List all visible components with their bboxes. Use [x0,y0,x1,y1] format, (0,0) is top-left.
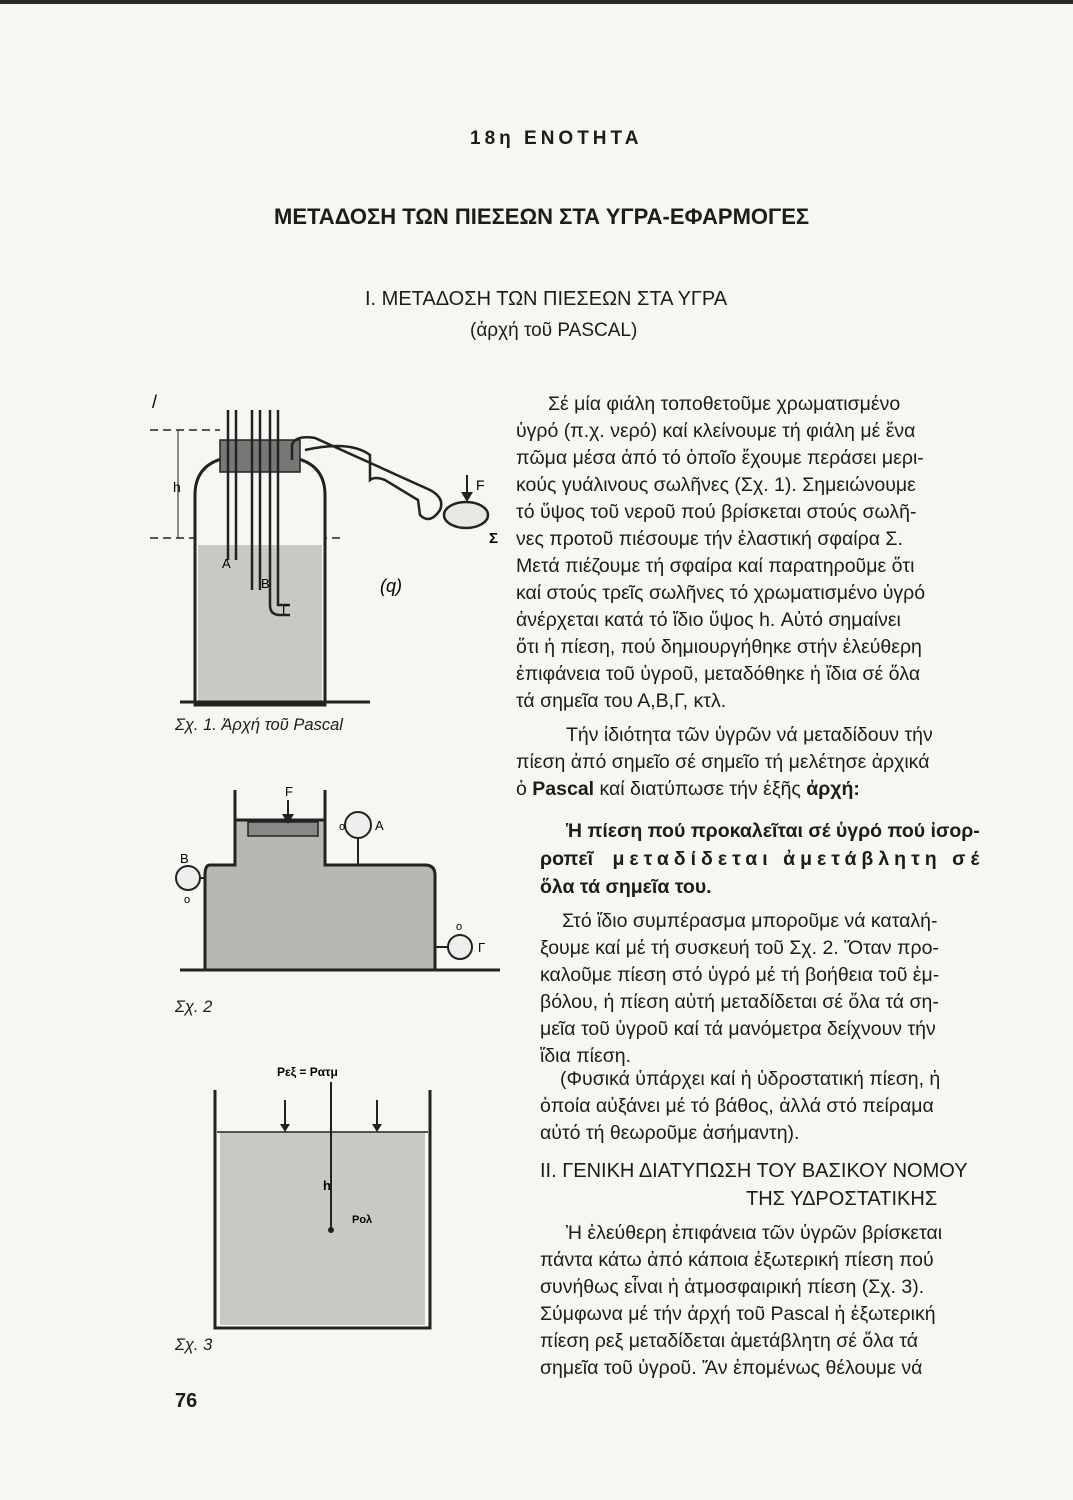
text-line: ἴδια πίεση. [540,1045,631,1067]
section-1-subtitle: (ἀρχή τοῦ PASCAL) [470,320,638,341]
rubber-bulb [444,502,488,528]
label-h: h [173,479,181,495]
text-line: τό ὕψος τοῦ νεροῦ πού βρίσκεται στούς σωλῆ- [516,501,917,523]
label-o: o [184,894,191,906]
manometer-a [345,812,371,838]
text-line: αὐτό τή θεωροῦμε ἀσήμαντη). [540,1122,800,1144]
label-sigma: Σ [489,530,499,547]
text-line: πίεση ἀπό σημεῖο σέ σημεῖο τή μελέτησε ἀρχικά [516,751,930,773]
text-line: (Φυσικά ὑπάρχει καί ἡ ὑδροστατική πίεση, ἡ [560,1068,941,1090]
label-b: B [180,851,189,866]
arrow-head [461,492,473,502]
label-slash: / [152,392,158,412]
text-line: Μετά πιέζουμε τή σφαίρα καί παρατηροῦμε ὅτι [516,555,915,577]
text-line: Τήν ἰδιότητα τῶν ὑγρῶν νά μεταδίδουν τήν [566,724,933,746]
vessel [205,820,435,970]
text-line: κούς γυάλινους σωλῆνες (Σχ. 1). Σημειώνουμε [516,474,916,496]
text-line: πάντα κάτω ἀπό κάποια ἐξωτερική πίεση πού [540,1249,934,1271]
figure-3-caption: Σχ. 3 [175,1336,213,1354]
text-line: πῶμα μέσα ἀπό τό ὁποῖο ἔχουμε περάσει μερι- [516,447,924,469]
text-line: ὑγρό (π.χ. νερό) καί κλείνουμε τή φιάλη μέ ἕνα [516,420,916,442]
text-line: ξουμε καί μέ τή συσκευή τοῦ Σχ. 2. Ὅταν προ- [540,937,939,959]
figure-2-piston-vessel [140,780,520,980]
label-external-pressure: Ρεξ = Ρατμ [277,1065,338,1079]
text-line [516,776,860,802]
scan-top-edge [0,0,1073,4]
text-line: ἐπιφάνεια τοῦ ὑγροῦ, μεταδόθηκε ἡ ἴδια σέ ὅλα [516,663,921,685]
law-line: Ἡ πίεση πού προκαλεῖται σέ ὑγρό πού ἰσορ- [566,820,980,842]
figure-1-caption: Σχ. 1. Ἀρχή τοῦ Pascal [175,716,343,734]
figure-3-open-vessel [195,1060,455,1340]
section-2-title-line2: ΤΗΣ ΥΔΡΟΣΤΑΤΙΚΗΣ [746,1188,938,1210]
chapter-heading: 18η ΕΝΟΤΗΤΑ [470,128,643,149]
text-span: ὁ [516,778,527,800]
manometer-b [176,866,200,890]
text-line: τά σημεῖα του Α,Β,Γ, κτλ. [516,690,727,712]
piston [248,822,318,836]
text-line: σημεῖα τοῦ ὑγροῦ. Ἄν ἐπομένως θέλουμε νά [540,1357,923,1379]
label-a: A [222,556,231,571]
text-line: μεῖα τοῦ ὑγροῦ καί τά μανόμετρα δείχνουν τήν [540,1018,936,1040]
text-line: ὁποία αὐξάνει μέ τό βάθος, ἀλλά στό πείραμα [540,1095,934,1117]
text-line: ὅτι ἡ πίεση, πού δημιουργήθηκε στήν ἐλεύθερη [516,636,922,658]
arrow-head [280,1124,290,1132]
label-b: B [261,576,270,591]
text-line: Σύμφωνα μέ τήν ἀρχή τοῦ Pascal ἡ ἐξωτερική [540,1303,936,1325]
section-1-title: I. ΜΕΤΑΔΟΣΗ ΤΩΝ ΠΙΕΣΕΩΝ ΣΤΑ ΥΓΡΑ [365,288,728,310]
text-line: Ἡ ἐλεύθερη ἐπιφάνεια τῶν ὑγρῶν βρίσκεται [566,1222,943,1244]
text-line: Στό ἴδιο συμπέρασμα μποροῦμε νά καταλή- [562,910,938,932]
label-f: F [285,784,293,799]
pascal-name: Pascal [532,778,595,800]
label-h: h [323,1178,331,1193]
law-line [540,846,984,872]
figure-1-pascal-bottle [140,380,510,720]
arrow-head [372,1124,382,1132]
text-span-spaced: μεταδίδεται ἀμετάβλητη σέ [612,848,985,870]
manometer-g [448,935,472,959]
label-o: o [456,921,463,933]
label-total-pressure: Ρολ [352,1214,373,1226]
text-span: ροπεῖ [540,848,594,870]
label-q: (q) [380,576,402,596]
label-f: F [476,477,485,493]
text-line: συνήθως εἶναι ἡ ἀτμοσφαιρική πίεση (Σχ. 3). [540,1276,925,1298]
law-line: ὅλα τά σημεῖα του. [540,876,712,898]
page-number: 76 [175,1390,198,1412]
text-line: καλοῦμε πίεση στό ὑγρό μέ τή βοήθεια τοῦ ἐμ- [540,964,940,986]
depth-point [328,1227,334,1233]
label-o: o [339,821,346,833]
text-span: καί διατύπωσε τήν ἑξῆς [599,778,801,800]
label-g: Γ [478,940,486,955]
text-line: καί στούς τρεῖς σωλῆνες τό χρωματισμένο ὑγρό [516,582,926,604]
text-line: ἀνέρχεται κατά τό ἴδιο ὕψος h. Αὐτό σημαίνει [516,609,901,631]
text-line: νες προτοῦ πιέσουμε τήν ἐλαστική σφαίρα Σ. [516,528,903,550]
section-2-title-line1: II. ΓΕΝΙΚΗ ΔΙΑΤΥΠΩΣΗ ΤΟΥ ΒΑΣΙΚΟΥ ΝΟΜΟΥ [540,1160,968,1182]
label-a: A [375,818,384,833]
label-g: Γ [282,602,290,617]
page-title: ΜΕΤΑΔΟΣΗ ΤΩΝ ΠΙΕΣΕΩΝ ΣΤΑ ΥΓΡΑ-ΕΦΑΡΜΟΓΕΣ [274,204,810,229]
principle-word: ἀρχή: [806,778,860,800]
liquid [220,1132,425,1325]
figure-2-caption: Σχ. 2 [175,998,213,1016]
text-line: πίεση ρεξ μεταδίδεται ἀμετάβλητη σέ ὅλα τά [540,1330,919,1352]
text-line: βόλου, ἡ πίεση αὐτή μεταδίδεται σέ ὅλα τά ση- [540,991,939,1013]
text-line: Σέ μία φιάλη τοποθετοῦμε χρωματισμένο [548,393,901,415]
